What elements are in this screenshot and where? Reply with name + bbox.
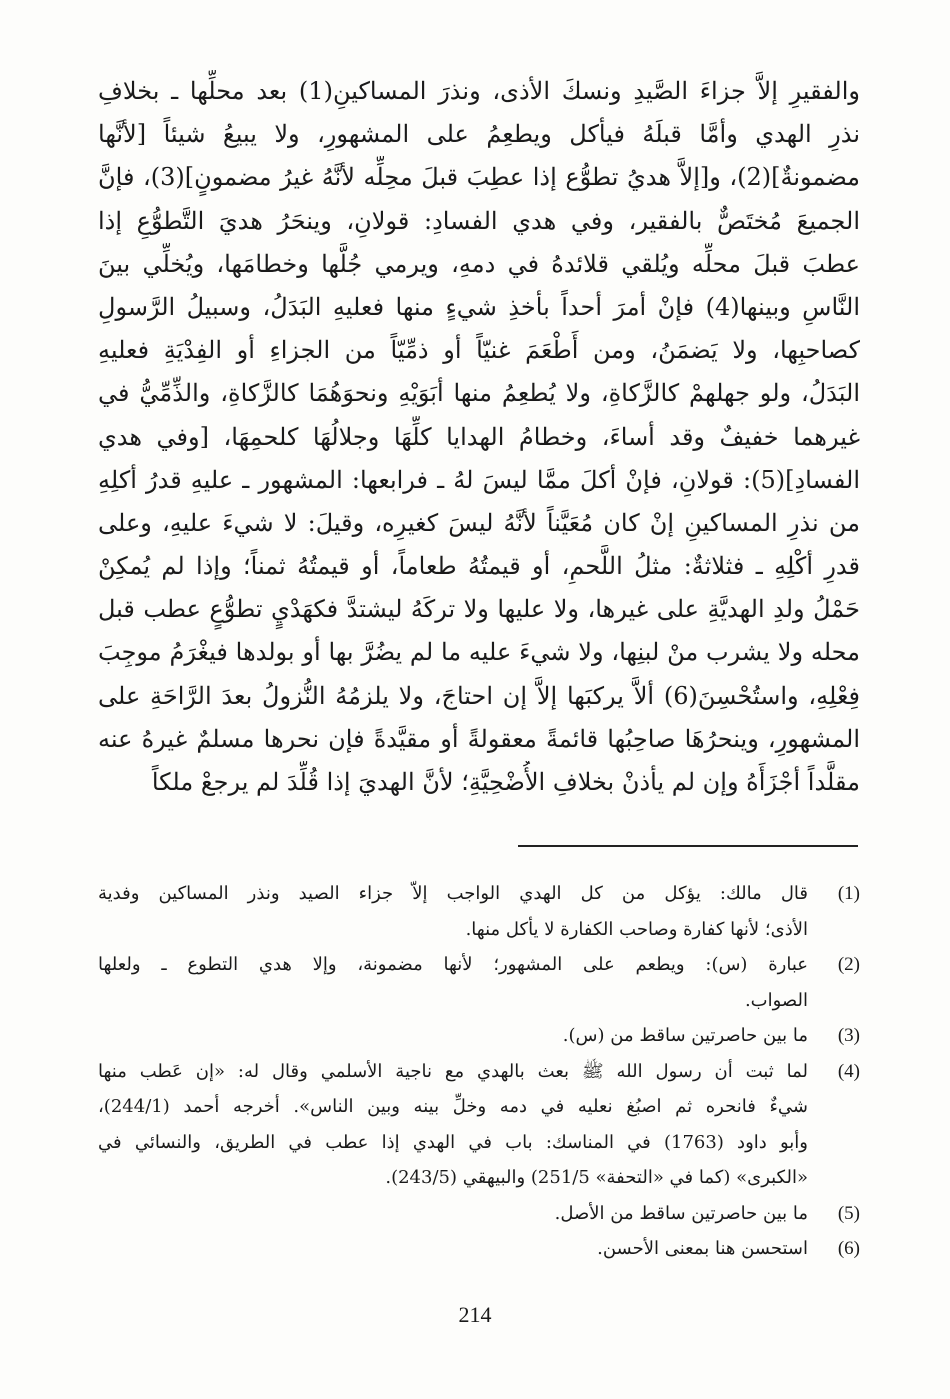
main-text-line: والفقيرِ إلاَّ جزاءَ الصَّيدِ ونسكَ الأذى، ونذرَ المساكينِ(1) بعد محلِّها ـ بخلافِ xyxy=(98,77,860,105)
page-number: 214 xyxy=(458,1302,492,1327)
main-text-line: عطبَ قبلَ محلِّه ويُلقي قلائدهُ في دمهِ، ويرمي جُلَّها وخطامَها، ويُخلِّي بينَ xyxy=(98,249,860,278)
footnote-text xyxy=(98,947,808,1018)
footnote-number: (2) xyxy=(837,954,860,975)
footnote xyxy=(98,1054,860,1196)
footnote-line: ما بين حاصرتين ساقط من (س). xyxy=(562,1025,808,1046)
footnote-number: (6) xyxy=(837,1238,860,1259)
footnote-text xyxy=(98,876,808,947)
main-text-line: مقلَّداً أجْزَأَهُ وإن لم يأذنْ بخلافِ الأُضْحِيَّةِ؛ لأنَّ الهديَ إذا قُلِّدَ لم يرجعْ ملكاً xyxy=(151,768,860,796)
footnote xyxy=(98,1231,860,1267)
main-text-line: نذرِ الهدي وأمَّا قبلَهُ فيأكل ويطعِمُ على المشهورِ، ولا يبيعُ شيئاً [لأنَّها xyxy=(98,120,860,149)
footnote-line: وأبو داود (1763) في المناسك: باب في الهدي إذا عطب في الطريق، والنسائي في xyxy=(98,1131,808,1153)
footnote-line: ما بين حاصرتين ساقط من الأصل. xyxy=(554,1202,808,1224)
footnote-line: عبارة (س): ويطعم على المشهور؛ لأنها مضمونة، وإلا هدي التطوع ـ ولعلها xyxy=(98,954,808,975)
main-text-line: الفسادِ](5): قولانِ، فإنْ أكلَ ممَّا ليسَ لهُ ـ فرابعها: المشهور ـ عليهِ قدرُ أكلِهِ xyxy=(98,465,860,494)
footnote-line: «الكبرى» (كما في «التحفة» 251/5) والبيهقي (243/5). xyxy=(385,1167,808,1188)
main-text-line: المشهورِ، وينحرُهَا صاحِبُها قائمةً معقولةً أو مقيَّدةً فإن نحرها مسلمٌ غيرهُ عنه xyxy=(98,724,860,753)
footnote-line: استحسن هنا بمعنى الأحسن. xyxy=(597,1238,808,1259)
main-text-line: قدرِ أكْلِهِ ـ فثلاثةٌ: مثلُ اللَّحمِ، أو قيمتُهُ طعاماً، أو قيمتُهُ ثمناً؛ وإذا لم يُمكِنْ xyxy=(98,552,860,581)
footnote xyxy=(98,1018,860,1054)
footnote xyxy=(98,1196,860,1232)
footnote-number: (4) xyxy=(837,1060,860,1082)
main-text-line: كصاحبِها، ولا يَضمَنُ، ومن أَطْعَمَ غنيّاً أو ذمِّيّاً من الجزاءِ أو الفِدْيَةِ فعليهِ xyxy=(98,336,860,365)
footnote xyxy=(98,947,860,1018)
main-text-line: مضمونةٌ](2)، و[إلاَّ هديُ تطوُّع إذا عطِبَ قبلَ محِلِّه لأنَّهُ غيرُ مضمونٍ](3)، فإنَّ xyxy=(98,163,860,192)
footnote-text xyxy=(98,1018,808,1054)
footnote-text xyxy=(98,1231,808,1267)
footnote-line: لما ثبت أن رسول الله ﷺ بعث بالهدي مع ناجية الأسلمي وقال له: «إن عَطب منها xyxy=(98,1060,808,1082)
main-text-line: النَّاسِ وبينها(4) فإنْ أمرَ أحداً بأخذِ شيءٍ منها فعليهِ البَدَلُ، وسبيلُ الرَّسولِ xyxy=(98,292,860,321)
main-text-line: فِعْلِهِ، واستُحْسِنَ(6) ألاَّ يركبَها إلاَّ إن احتاجَ، ولا يلزمُهُ النُّزولُ بعدَ الرَّاحَةِ على xyxy=(98,681,860,710)
footnote-text xyxy=(98,1196,808,1232)
main-text-line: حَمْلُ ولدِ الهديَّةِ على غيرها، ولا عليها ولا تركَهُ ليشتدَّ فكهَدْيٍ تطوُّعٍ عطب قبل xyxy=(98,595,860,624)
footnotes-block xyxy=(98,876,860,1267)
footnote-text xyxy=(98,1054,808,1196)
footnote xyxy=(98,876,860,947)
footnote-line: الأذى؛ لأنها كفارة وصاحب الكفارة لا يأكل منها. xyxy=(465,918,808,940)
main-text-line: الجميعَ مُختَصٌّ بالفقير، وفي هدي الفسادِ: قولانِ، وينحَرُ هديَ التَّطوُّعِ إذا xyxy=(98,206,860,235)
main-text-block xyxy=(98,70,860,804)
footnote-line: شيءٌ فانحره ثم اصبُغ نعليه في دمه وخلِّ بينه وبين الناس». أخرجه أحمد (244/1)، xyxy=(98,1096,808,1117)
footnote-line: الصواب. xyxy=(744,989,808,1011)
footnote-line: قال مالك: يؤكل من كل الهدي الواجب إلاّ جزاء الصيد ونذر المساكين وفدية xyxy=(98,883,808,904)
main-text-line: محله ولا يشرب منْ لبنِها، ولا شيءَ عليه ما لم يضُرَّ بها أو بولدها فيغْرَمُ موجِبَ xyxy=(98,638,860,667)
main-text-line: من نذرِ المساكينِ إنْ كان مُعَيَّناً لأنَّهُ ليسَ كغيرِه، وقيلَ: لا شيءَ عليهِ، وعلى xyxy=(98,508,860,537)
footnote-separator-rule xyxy=(518,845,858,847)
main-text-line: غيرهما خفيفٌ وقد أساءَ، وخطامُ الهدايا كلِّهَا وجلالُهَا كلحمِهَا، [وفي هدي xyxy=(98,422,860,451)
footnote-number: (5) xyxy=(837,1202,860,1224)
footnote-number: (3) xyxy=(837,1025,860,1046)
footnote-number: (1) xyxy=(837,883,860,904)
main-text-line: البَدَلُ، ولو جهلهمْ كالزَّكاةِ، ولا يُطعِمُ منها أبَوَيْهِ ونحوَهُمَا كالزَّكاةِ، والذِّمِّيُّ في xyxy=(98,379,860,408)
